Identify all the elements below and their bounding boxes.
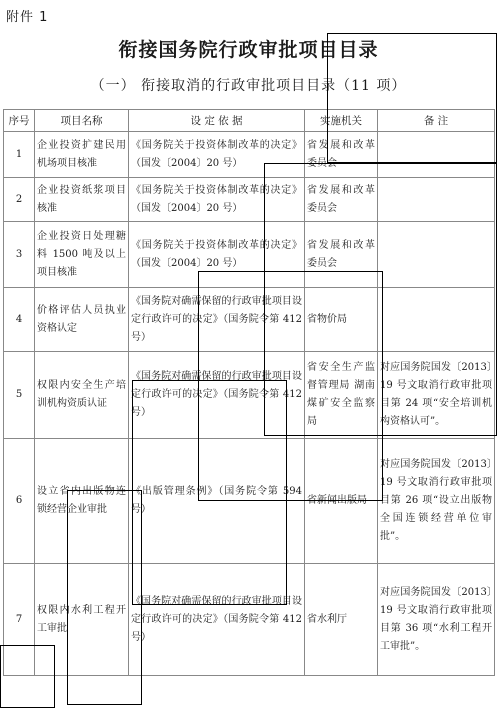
row-remark: [378, 132, 495, 178]
row-agency: 省发展和改革委员会: [305, 132, 378, 178]
row-no: 2: [4, 178, 35, 222]
row-agency: 省水利厅: [305, 564, 378, 676]
table-row: [4, 564, 495, 676]
row-name: 企业投资扩建民用机场项目核准: [35, 132, 129, 178]
row-basis: 《国务院关于投资体制改革的决定》（国发〔2004〕20 号）: [129, 132, 305, 178]
row-name: 企业投资纸浆项目核准: [35, 178, 129, 222]
header-name: 项目名称: [35, 110, 129, 132]
row-basis: 《国务院对确需保留的行政审批项目设定行政许可的决定》（国务院令第 412 号）: [129, 352, 305, 439]
row-remark: [378, 222, 495, 288]
row-agency: 省发展和改革委员会: [305, 222, 378, 288]
page-title: 衔接国务院行政审批项目目录: [118, 39, 379, 61]
row-agency: 省安全生产监督管理局 湖南煤矿安全监察局: [305, 352, 378, 439]
row-name: 权限内安全生产培训机构资质认证: [35, 352, 129, 439]
table-header-row: [4, 110, 495, 132]
row-name: 价格评估人员执业资格认定: [35, 288, 129, 352]
row-remark: [378, 178, 495, 222]
table-row: [4, 222, 495, 288]
table-row: [4, 288, 495, 352]
row-agency: 省发展和改革委员会: [305, 178, 378, 222]
row-agency: 省新闻出版局: [305, 439, 378, 564]
table-row: [4, 352, 495, 439]
row-name: 企业投资日处理糖料 1500 吨及以上项目核准: [35, 222, 129, 288]
row-remark: 对应国务院国发〔2013〕19 号文取消行政审批项目第 26 项“设立出版物全国连锁经营单位审批”。: [378, 439, 495, 564]
row-basis: 《国务院对确需保留的行政审批项目设定行政许可的决定》（国务院令第 412 号）: [129, 288, 305, 352]
header-basis: 设 定 依 据: [129, 110, 305, 132]
row-no: 7: [4, 564, 35, 676]
header-agency: 实施机关: [305, 110, 378, 132]
row-basis: 《国务院对确需保留的行政审批项目设定行政许可的决定》（国务院令第 412 号）: [129, 564, 305, 676]
section-subtitle: （一） 衔接取消的行政审批项目目录（11 项）: [90, 78, 407, 94]
row-remark: [378, 288, 495, 352]
attachment-label: 附件 1: [6, 10, 49, 25]
row-no: 4: [4, 288, 35, 352]
row-remark: 对应国务院国发〔2013〕19 号文取消行政审批项目第 24 项“安全培训机构资格认可”。: [378, 352, 495, 439]
header-remark: 备 注: [378, 110, 495, 132]
row-no: 1: [4, 132, 35, 178]
table-row: [4, 439, 495, 564]
header-no: 序号: [4, 110, 35, 132]
row-name: 权限内水利工程开工审批: [35, 564, 129, 676]
row-no: 3: [4, 222, 35, 288]
row-no: 6: [4, 439, 35, 564]
row-basis: 《出版管理条例》（国务院令第 594 号）: [129, 439, 305, 564]
row-remark: 对应国务院国发〔2013〕19 号文取消行政审批项目第 36 项“水利工程开工审批”。: [378, 564, 495, 676]
table-row: [4, 132, 495, 178]
row-agency: 省物价局: [305, 288, 378, 352]
row-name: 设立省内出版物连锁经营企业审批: [35, 439, 129, 564]
table-row: [4, 178, 495, 222]
approval-items-table: [3, 109, 495, 676]
row-basis: 《国务院关于投资体制改革的决定》（国发〔2004〕20 号）: [129, 222, 305, 288]
row-basis: 《国务院关于投资体制改革的决定》（国发〔2004〕20 号）: [129, 178, 305, 222]
row-no: 5: [4, 352, 35, 439]
